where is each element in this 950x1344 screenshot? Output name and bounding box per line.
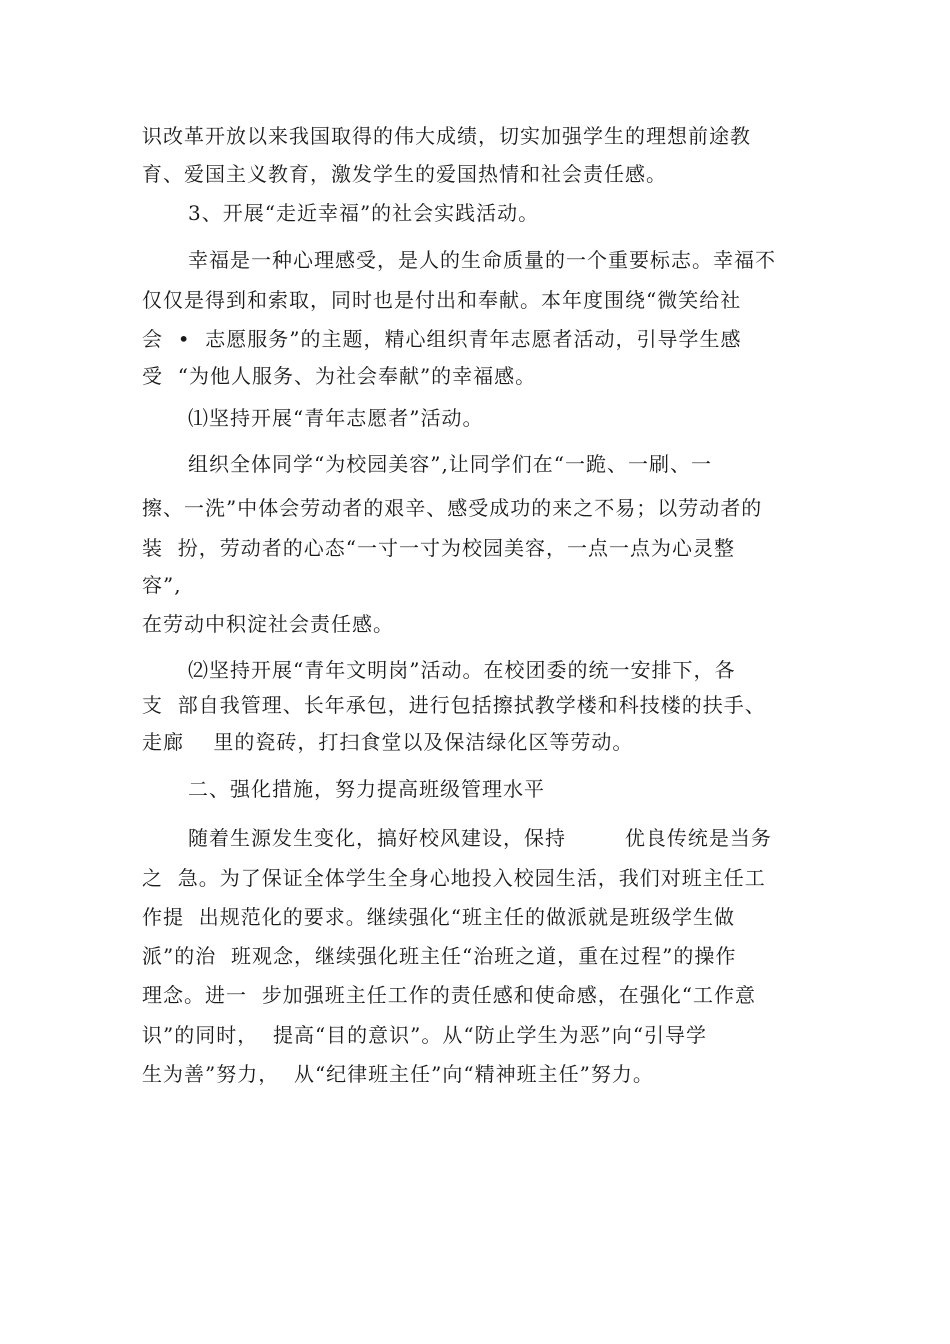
text-line: 幸福是一种心理感受，是人的生命质量的一个重要标志。幸福不 bbox=[188, 248, 776, 272]
section-heading: 二、强化措施，努力提高班级管理水平 bbox=[188, 777, 545, 801]
text-line: 擦、一洗”中体会劳动者的艰辛、感受成功的来之不易；以劳动者的 bbox=[142, 496, 763, 520]
text-line: 理念。进一 步加强班主任工作的责任感和使命感，在强化“工作意 bbox=[142, 983, 756, 1007]
text-line: 走廊 里的瓷砖，打扫食堂以及保洁绿化区等劳动。 bbox=[142, 730, 634, 754]
text-line: 之 急。为了保证全体学生全身心地投入校园生活，我们对班主任工 bbox=[142, 866, 766, 890]
text-line: ⑵坚持开展“青年文明岗”活动。在校团委的统一安排下，各 bbox=[188, 658, 736, 682]
text-line: 在劳动中积淀社会责任感。 bbox=[142, 612, 394, 636]
text-line: 识改革开放以来我国取得的伟大成绩，切实加强学生的理想前途教 bbox=[142, 124, 751, 148]
text-line: 装 扮，劳动者的心态“一寸一寸为校园美容，一点一点为心灵整 bbox=[142, 536, 735, 560]
text-line: 支 部自我管理、长年承包，进行包括擦拭教学楼和科技楼的扶手、 bbox=[142, 693, 766, 717]
text-line: 识”的同时， 提高“目的意识”。从“防止学生为恶”向“引导学 bbox=[142, 1023, 708, 1047]
text-line: 派”的治 班观念，继续强化班主任“治班之道，重在过程”的操作 bbox=[142, 944, 737, 968]
text-line: ⑴坚持开展“青年志愿者”活动。 bbox=[188, 406, 484, 430]
text-line: 3、开展“走近幸福”的社会实践活动。 bbox=[188, 201, 540, 225]
text-line: 容”, bbox=[142, 573, 182, 597]
text-line: 仅仅是得到和索取，同时也是付出和奉献。本年度围绕“微笑给社 bbox=[142, 288, 742, 312]
text-line: 随着生源发生变化，搞好校风建设，保持 优良传统是当务 bbox=[188, 826, 772, 850]
text-line: 育、爱国主义教育，激发学生的爱国热情和社会责任感。 bbox=[142, 162, 667, 186]
text-line: 作提 出规范化的要求。继续强化“班主任的做派就是班级学生做 bbox=[142, 905, 735, 929]
text-line: 会 • 志愿服务”的主题，精心组织青年志愿者活动，引导学生感 bbox=[142, 327, 742, 351]
text-line: 生为善”努力， 从“纪律班主任”向“精神班主任”努力。 bbox=[142, 1062, 654, 1086]
text-line: 受 “为他人服务、为社会奉献”的幸福感。 bbox=[142, 364, 537, 388]
text-line: 组织全体同学“为校园美容”,让同学们在“一跪、一刷、一 bbox=[188, 452, 713, 476]
